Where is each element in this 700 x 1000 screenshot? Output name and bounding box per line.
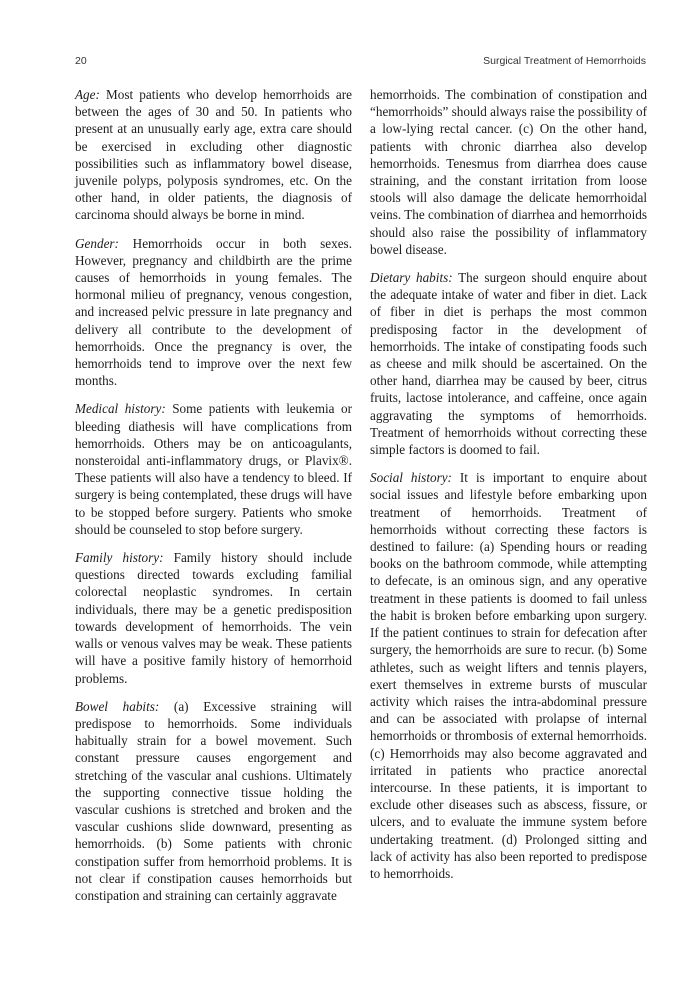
paragraph-bowel-habits: [75, 698, 352, 904]
paragraph-lead: Age:: [75, 87, 100, 102]
paragraph-age: [75, 86, 352, 224]
paragraph-text: Hemorrhoids occur in both sexes. However, pregnancy and childbirth are the prime causes of hemorrhoids in young females. The hormonal milieu of pregnancy, venous congestion, and increased pelvic pressure in late pregnancy and delivery all contribute to the development of hemorrhoids. Once the pregnancy is over, the hemorrhoids tend to improve over the next few months.: [75, 235, 352, 389]
paragraph-text: (a) Excessive straining will predispose to hemorrhoids. Some individuals habitually strain for a bowel movement. Such constant pressure causes engorgement and stretching of the vascular anal cushions. Ultimately the supporting connective tissue holding the vascular cushions is stretched and broken and the vascular cushions slide downward, presenting as hemorrhoids. (b) Some patients with chronic constipation suffer from hemorrhoid problems. It is not clear if constipation causes hemorrhoids but constipation and straining can certainly aggravate: [75, 698, 352, 903]
paragraph-lead: Medical history:: [75, 401, 166, 417]
paragraph-lead: Bowel habits:: [75, 698, 160, 714]
paragraph-social-history: [370, 469, 647, 882]
paragraph-lead: Gender:: [75, 235, 119, 251]
paragraph-lead: Social history:: [370, 470, 452, 486]
paragraph-lead: Family history:: [75, 550, 164, 566]
paragraph-text: It is important to enquire about social issues and lifestyle before embarking upon treatment of hemorrhoids. Treatment of hemorrhoids without correcting these factors is destined to failure: (a) Spending hours or reading books on the bathroom commode, while attempting to defecate, is an ominous sign, and any operative treatment in these patients is doomed to fail unless the habit is broken before embarking upon surgery. If the patient continues to strain for defecation after surgery, the hemorrhoids are sure to recur. (b) Some athletes, such as weight lifters and tennis players, exert themselves in extreme bursts of muscular activity which raises the intra-abdominal pressure and can be associated with prolapse of internal hemorrhoids or thrombosis of external hemorrhoids. (c) Hemorrhoids may also become aggravated and irritated in patients who practice anorectal intercourse. In these patients, it is important to exclude other diseases such as abscess, fissure, or ulcers, and to evaluate the immune system before undertaking treatment. (d) Prolonged sitting and lack of activity has also been reported to predispose to hemorrhoids.: [370, 470, 647, 881]
paragraph-text: Family history should include questions directed towards excluding familial colorectal neoplastic syndromes. In certain individuals, there may be a genetic predisposition towards development of hemorrhoids. The vein walls or venous valves may be weak. These patients will have a positive family history of hemorrhoid problems.: [75, 550, 352, 686]
left-column: [75, 86, 352, 915]
paragraph-text: The surgeon should enquire about the adequate intake of water and fiber in diet. Lack of fiber in diet is perhaps the most common predisposing factor in the development of hemorrhoids. The intake of constipating foods such as cheese and milk should be ascertained. On the other hand, diarrhea may be caused by beer, citrus fruits, lactose intolerance, and caffeine, once again aggravating the symptoms of hemorrhoids. Treatment of hemorrhoids without correcting these simple factors is doomed to fail.: [370, 270, 647, 458]
page-number: 20: [75, 55, 87, 67]
paragraph-family-history: [75, 549, 352, 687]
paragraph-text: hemorrhoids. The combination of constipation and “hemorrhoids” should always raise the possibility of a low-lying rectal cancer. (c) On the other hand, patients with chronic diarrhea also develop hemorrhoids. Tenesmus from diarrhea does cause straining, and the constant irritation from loose stools will also damage the delicate hemorrhoidal veins. The combination of diarrhea and hemorrhoids should also raise the possibility of inflammatory bowel disease.: [370, 87, 647, 257]
paragraph-lead: Dietary habits:: [370, 270, 453, 286]
running-title: Surgical Treatment of Hemorrhoids: [483, 55, 646, 67]
right-column: [370, 86, 647, 893]
paragraph-text: Some patients with leukemia or bleeding diathesis will have complications from hemorrhoids. Others may be on anticoagulants, nonsteroidal anti-inflammatory drugs, or Plavix®. These patients will also have a tendency to bleed. If surgery is being contemplated, these drugs will have to be stopped before surgery. Patients who smoke should be counseled to stop before surgery.: [75, 401, 353, 537]
page-header: [75, 55, 646, 71]
paragraph-gender: [75, 235, 352, 390]
paragraph-medical-history: [75, 400, 352, 538]
paragraph-bowel-habits-continued: [370, 86, 647, 258]
paragraph-text: Most patients who develop hemorrhoids are between the ages of 30 and 50. In patients who present at an unusually early age, extra care should be exercised in excluding other diagnostic possibilities such as inflammatory bowel disease, juvenile polyps, polyposis syndromes, etc. On the other hand, in older patients, the diagnosis of carcinoma should always be borne in mind.: [75, 87, 352, 223]
paragraph-dietary-habits: [370, 269, 647, 458]
